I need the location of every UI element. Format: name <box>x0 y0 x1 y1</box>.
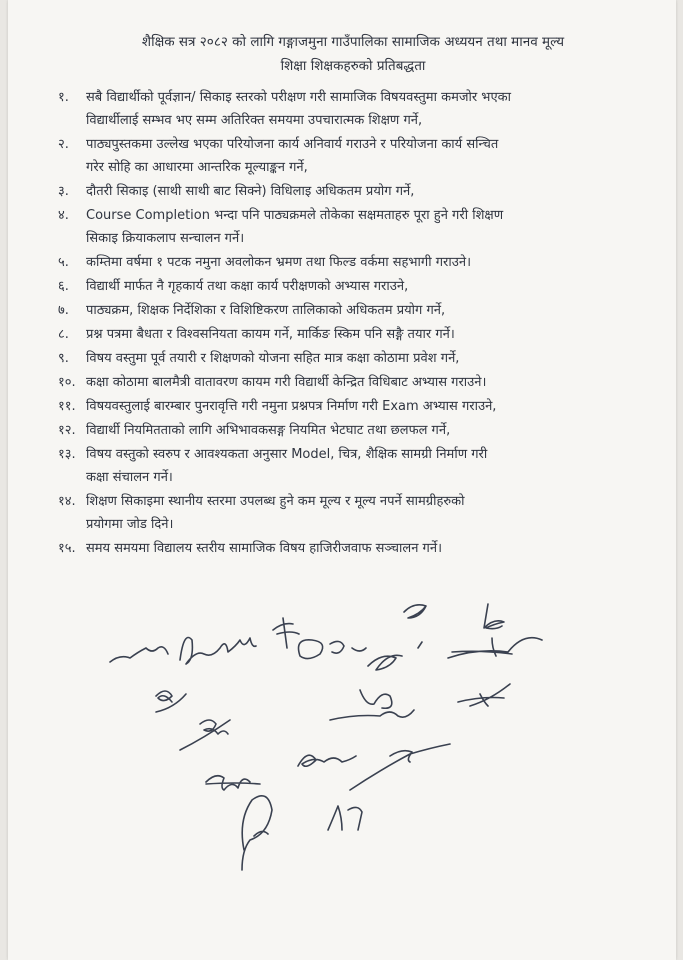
signatures-drawing <box>98 600 578 900</box>
signature <box>350 744 450 790</box>
list-item <box>48 180 638 203</box>
signature <box>484 604 504 629</box>
signature <box>206 776 260 790</box>
item-number: ९. <box>58 351 69 366</box>
signature <box>328 806 362 830</box>
commitment-list <box>48 86 638 560</box>
item-number: १. <box>58 90 69 105</box>
list-item <box>48 86 638 132</box>
list-item <box>48 251 638 274</box>
signature <box>298 755 356 766</box>
document-title <box>48 30 638 78</box>
signature <box>180 638 256 665</box>
list-item <box>48 275 638 298</box>
item-text: प्रश्न पत्रमा बैधता र विश्वसनियता कायम गर्ने, मार्किङ स्किम पनि सङ्गै तयार गर्ने। <box>86 327 455 342</box>
signature <box>242 796 272 870</box>
item-number: ८. <box>58 327 69 342</box>
signature <box>368 642 422 670</box>
list-item <box>48 419 638 442</box>
signature <box>458 684 510 706</box>
signature <box>404 605 426 618</box>
list-item <box>48 371 638 394</box>
document-body <box>48 30 638 561</box>
signature <box>330 690 414 720</box>
item-text: दौतरी सिकाइ (साथी साथी बाट सिक्ने) विधिलाइ अधिकतम प्रयोग गर्ने, <box>86 184 415 199</box>
item-number: ११. <box>58 399 76 414</box>
list-item <box>48 443 638 489</box>
item-text: पाठ्यपुस्तकमा उल्लेख भएका परियोजना कार्य अनिवार्य गराउने र परियोजना कार्य सन्चित गरेर सोहि का आधारमा आन्तरिक मूल्याङ्कन गर्ने, <box>86 137 499 175</box>
signature <box>273 618 299 648</box>
item-number: १२. <box>58 423 76 438</box>
list-item <box>48 347 638 370</box>
item-number: ६. <box>58 279 69 294</box>
list-item <box>48 323 638 346</box>
signature <box>110 647 168 662</box>
item-text: कम्तिमा वर्षमा १ पटक नमुना अवलोकन भ्रमण तथा फिल्ड वर्कमा सहभागी गराउने। <box>86 255 472 270</box>
list-item <box>48 299 638 322</box>
list-item <box>48 490 638 536</box>
item-number: ७. <box>58 303 69 318</box>
item-number: १५. <box>58 541 76 556</box>
signature <box>156 691 186 712</box>
document-page <box>8 0 676 960</box>
item-text: समय समयमा विद्यालय स्तरीय सामाजिक विषय हाजिरीजवाफ सञ्चालन गर्ने। <box>86 541 443 556</box>
list-item <box>48 133 638 179</box>
item-number: २. <box>58 137 69 152</box>
item-text: विद्यार्थी मार्फत नै गृहकार्य तथा कक्षा कार्य परीक्षणको अभ्यास गराउने, <box>86 279 409 294</box>
item-number: ४. <box>58 208 69 223</box>
list-item <box>48 395 638 418</box>
item-text: पाठ्यक्रम, शिक्षक निर्देशिका र विशिष्टिकरण तालिकाको अधिकतम प्रयोग गर्ने, <box>86 303 446 318</box>
item-text: विद्यार्थी नियमितताको लागि अभिभावकसङ्ग नियमित भेटघाट तथा छलफल गर्ने, <box>86 423 451 438</box>
list-item <box>48 204 638 250</box>
item-number: ३. <box>58 184 69 199</box>
item-text: कक्षा कोठामा बालमैत्री वातावरण कायम गरी विद्यार्थी केन्द्रित विधिबाट अभ्यास गराउने। <box>86 375 487 390</box>
title-line-1: शैक्षिक सत्र २०८२ को लागि गङ्गाजमुना गाउँपालिका सामाजिक अध्ययन तथा मानव मूल्य <box>141 34 565 50</box>
item-text: सबै विद्यार्थीको पूर्वज्ञान/ सिकाइ स्तरको परीक्षण गरी सामाजिक विषयवस्तुमा कमजोर भएका विद्यार्थीलाई सम्भव भए सम्म अतिरिक्त समयमा उपचारात्मक शिक्षण गर्ने, <box>86 90 511 128</box>
item-number: १३. <box>58 447 76 462</box>
signature <box>180 720 230 750</box>
item-number: १०. <box>58 375 76 390</box>
item-number: ५. <box>58 255 69 270</box>
item-text: विषय वस्तुमा पूर्व तयारी र शिक्षणको योजना सहित मात्र कक्षा कोठामा प्रवेश गर्ने, <box>86 351 460 366</box>
item-text: विषय वस्तुको स्वरुप र आवश्यकता अनुसार Model, चित्र, शैक्षिक सामग्री निर्माण गरी कक्षा संचालन गर्ने। <box>86 447 488 485</box>
item-number: १४. <box>58 494 76 509</box>
item-text: विषयवस्तुलाई बारम्बार पुनरावृत्ति गरी नमुना प्रश्नपत्र निर्माण गरी Exam अभ्यास गराउने, <box>86 399 497 414</box>
signature <box>448 638 542 658</box>
item-text: शिक्षण सिकाइमा स्थानीय स्तरमा उपलब्ध हुने कम मूल्य र मूल्य नपर्ने सामग्रीहरुको प्रयोगमा जोड दिने। <box>86 494 465 532</box>
title-line-2: शिक्षा शिक्षकहरुको प्रतिबद्धता <box>280 58 426 74</box>
item-text: Course Completion भन्दा पनि पाठ्यक्रमले तोकेका सक्षमताहरु पूरा हुने गरी शिक्षण सिकाइ क्रियाकलाप सन्चालन गर्ने। <box>86 208 504 246</box>
list-item <box>48 537 638 560</box>
signature <box>299 640 367 659</box>
signatures-area <box>98 600 578 900</box>
